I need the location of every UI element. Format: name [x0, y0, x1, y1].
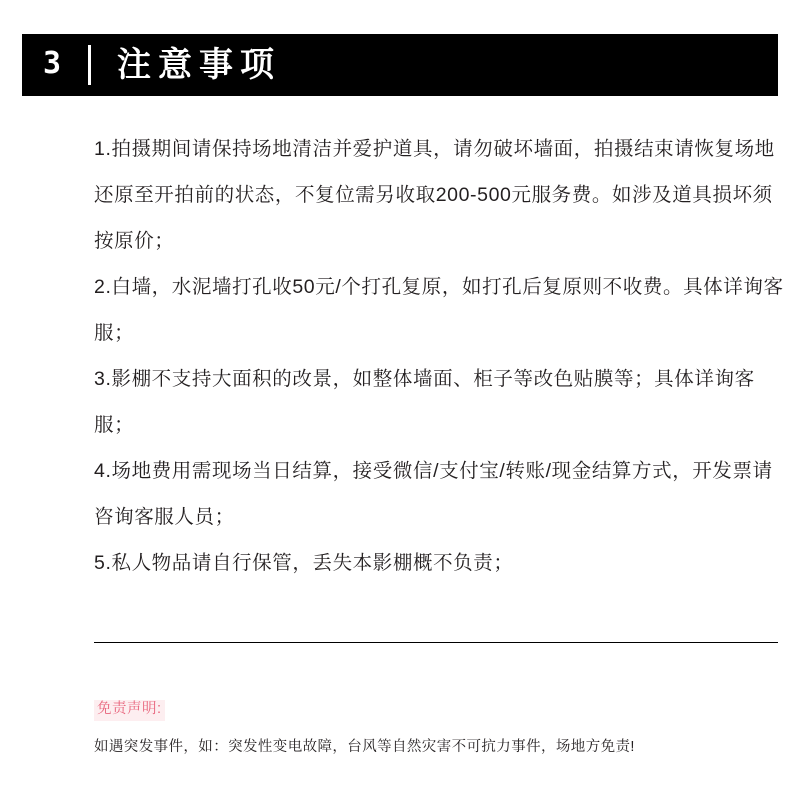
disclaimer-block — [94, 700, 784, 757]
list-item: 4.场地费用需现场当日结算，接受微信/支付宝/转账/现金结算方式，开发票请咨询客服人员； — [94, 460, 773, 528]
page-title: 注意事项 — [117, 46, 281, 84]
section-number: 3 — [42, 46, 62, 81]
list-item: 2.白墙，水泥墙打孔收50元/个打孔复原，如打孔后复原则不收费。具体详询客服； — [94, 276, 784, 344]
list-item: 5.私人物品请自行保管，丢失本影棚概不负责； — [94, 552, 514, 574]
disclaimer-title: 免责声明: — [94, 700, 165, 721]
section-header — [22, 34, 778, 96]
notes-list — [94, 126, 784, 586]
list-item: 1.拍摄期间请保持场地清洁并爱护道具，请勿破坏墙面，拍摄结束请恢复场地还原至开拍前的状态，不复位需另收取200-500元服务费。如涉及道具损坏须按原价； — [94, 138, 775, 252]
list-item: 3.影棚不支持大面积的改景，如整体墙面、柜子等改色贴膜等；具体详询客服； — [94, 368, 755, 436]
horizontal-divider — [94, 642, 778, 643]
header-divider — [88, 45, 91, 85]
disclaimer-text: 如遇突发事件，如：突发性变电故障，台风等自然灾害不可抗力事件，场地方免责! — [94, 738, 635, 755]
